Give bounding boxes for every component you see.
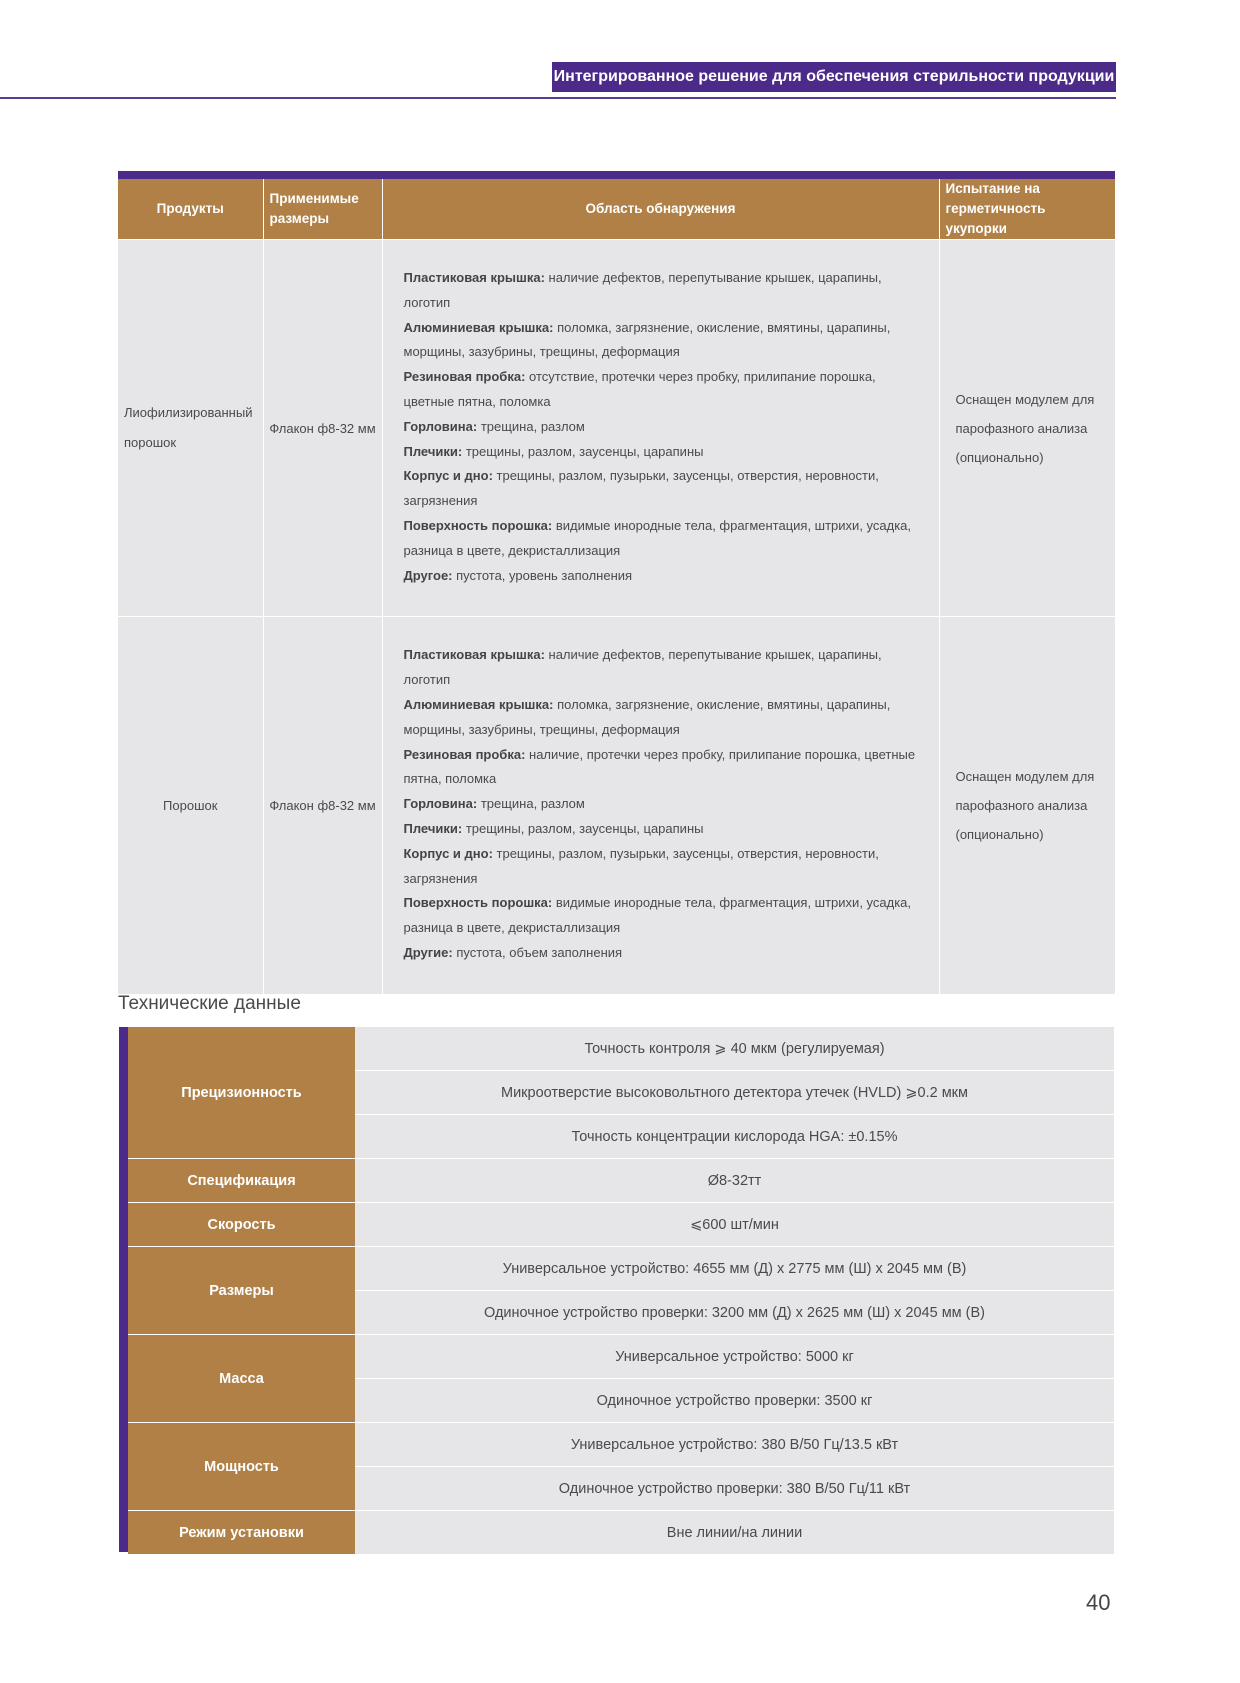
page-number: 40 bbox=[1086, 1590, 1111, 1615]
detection-item bbox=[404, 464, 921, 514]
tech-row bbox=[128, 1027, 1114, 1071]
detection-item-text: поломка, загрязнение, окисление, вмятины, царапины, морщины, зазубрины, трещины, деформация bbox=[403, 696, 891, 737]
detection-item bbox=[404, 743, 921, 793]
detection-item-label: Плечики: bbox=[403, 820, 463, 836]
tech-value: Точность контроля ⩾ 40 мкм (регулируемая) bbox=[355, 1027, 1114, 1071]
tech-row bbox=[128, 1203, 1114, 1247]
tech-label: Масса bbox=[128, 1335, 355, 1423]
tech-label: Режим установки bbox=[128, 1511, 355, 1555]
detection-item-label: Резиновая пробка: bbox=[403, 369, 526, 385]
detection-item-label: Корпус и дно: bbox=[403, 468, 493, 484]
detection-item-label: Другие: bbox=[403, 944, 453, 960]
seal-test-cell: Оснащен модулем для парофазного анализа (опционально) bbox=[939, 240, 1115, 617]
detection-item bbox=[404, 440, 921, 465]
detection-item bbox=[404, 316, 921, 366]
detection-item-text: трещины, разлом, заусенцы, царапины bbox=[462, 820, 704, 836]
tech-row bbox=[128, 1159, 1114, 1203]
tech-value: Одиночное устройство проверки: 380 В/50 Гц/11 кВт bbox=[355, 1467, 1114, 1511]
tech-value: Вне линии/на линии bbox=[355, 1511, 1114, 1555]
tech-label: Спецификация bbox=[128, 1159, 355, 1203]
size-cell: Флакон ф8-32 мм bbox=[263, 240, 382, 617]
detection-item-text: видимые инородные тела, фрагментация, штрихи, усадка, разница в цвете, декристаллизация bbox=[403, 517, 912, 558]
tech-row bbox=[128, 1423, 1114, 1467]
tech-value: Одиночное устройство проверки: 3200 мм (Д) x 2625 мм (Ш) x 2045 мм (В) bbox=[355, 1291, 1114, 1335]
detection-item bbox=[404, 891, 921, 941]
header-detection-area: Область обнаружения bbox=[382, 179, 939, 240]
detection-item-label: Резиновая пробка: bbox=[403, 746, 526, 762]
tech-value: Точность концентрации кислорода HGA: ±0.15% bbox=[355, 1115, 1114, 1159]
seal-test-cell: Оснащен модулем для парофазного анализа (опционально) bbox=[939, 617, 1115, 994]
detection-item-text: видимые инородные тела, фрагментация, штрихи, усадка, разница в цвете, декристаллизация bbox=[403, 895, 912, 936]
product-cell: Лиофилизированный порошок bbox=[118, 240, 263, 617]
detection-item bbox=[404, 693, 921, 743]
header-sizes: Применимые размеры bbox=[263, 179, 382, 240]
tech-label: Мощность bbox=[128, 1423, 355, 1511]
detection-item-text: трещины, разлом, заусенцы, царапины bbox=[462, 443, 704, 459]
detection-item-text: наличие, протечки через пробку, прилипание порошка, цветные пятна, поломка bbox=[403, 746, 916, 787]
detection-item-label: Алюминиевая крышка: bbox=[403, 319, 554, 335]
detection-item-label: Пластиковая крышка: bbox=[403, 270, 545, 285]
tech-value: Универсальное устройство: 4655 мм (Д) x 2775 мм (Ш) x 2045 мм (В) bbox=[355, 1247, 1114, 1291]
detection-item-label: Плечики: bbox=[403, 443, 463, 459]
tech-row bbox=[128, 1247, 1114, 1291]
detection-item bbox=[404, 817, 921, 842]
tech-value: Ø8-32тт bbox=[355, 1159, 1114, 1203]
detection-item bbox=[404, 514, 921, 564]
header-divider bbox=[0, 97, 1116, 99]
tech-value: Универсальное устройство: 5000 кг bbox=[355, 1335, 1114, 1379]
detection-item-text: трещины, разлом, пузырьки, заусенцы, отверстия, неровности, загрязнения bbox=[403, 845, 879, 886]
tech-label: Прецизионность bbox=[128, 1027, 355, 1159]
inspection-table bbox=[118, 179, 1115, 994]
detection-item-label: Другое: bbox=[403, 567, 453, 583]
detection-item-label: Поверхность порошка: bbox=[403, 517, 553, 533]
detection-area-cell bbox=[382, 240, 939, 617]
tech-row bbox=[128, 1511, 1114, 1555]
detection-item-text: наличие дефектов, перепутывание крышек, царапины, логотип bbox=[403, 647, 882, 688]
header-products: Продукты bbox=[118, 179, 263, 240]
inspection-table-header-row bbox=[118, 179, 1115, 240]
inspection-row bbox=[118, 617, 1115, 994]
detection-item-text: пустота, уровень заполнения bbox=[452, 567, 633, 583]
detection-item-text: трещина, разлом bbox=[477, 418, 585, 434]
tech-section-title: Технические данные bbox=[118, 993, 301, 1014]
detection-item-label: Корпус и дно: bbox=[403, 845, 493, 861]
tech-value: Универсальное устройство: 380 В/50 Гц/13.5 кВт bbox=[355, 1423, 1114, 1467]
detection-item-text: трещина, разлом bbox=[477, 796, 585, 812]
detection-item bbox=[404, 365, 921, 415]
detection-item-label: Горловина: bbox=[403, 418, 478, 434]
detection-item bbox=[404, 415, 921, 440]
detection-item bbox=[404, 643, 921, 693]
detection-item bbox=[404, 941, 921, 966]
tech-table-side-bar bbox=[119, 1027, 128, 1552]
detection-item bbox=[404, 842, 921, 892]
tech-value: ⩽600 шт/мин bbox=[355, 1203, 1114, 1247]
header-title: Интегрированное решение для обеспечения стерильности продукции bbox=[552, 62, 1116, 92]
detection-item-label: Алюминиевая крышка: bbox=[403, 696, 554, 712]
detection-item-text: трещины, разлом, пузырьки, заусенцы, отверстия, неровности, загрязнения bbox=[403, 468, 879, 509]
tech-table bbox=[128, 1027, 1114, 1555]
product-cell: Порошок bbox=[118, 617, 263, 994]
detection-item-label: Поверхность порошка: bbox=[403, 895, 553, 911]
detection-item-text: поломка, загрязнение, окисление, вмятины, царапины, морщины, зазубрины, трещины, деформация bbox=[403, 319, 891, 360]
detection-item-label: Пластиковая крышка: bbox=[403, 647, 545, 663]
tech-value: Одиночное устройство проверки: 3500 кг bbox=[355, 1379, 1114, 1423]
detection-item-text: наличие дефектов, перепутывание крышек, царапины, логотип bbox=[403, 270, 882, 310]
detection-item-text: пустота, объем заполнения bbox=[452, 944, 623, 960]
inspection-row bbox=[118, 240, 1115, 617]
detection-area-cell bbox=[382, 617, 939, 994]
detection-item bbox=[404, 792, 921, 817]
size-cell: Флакон ф8-32 мм bbox=[263, 617, 382, 994]
tech-label: Скорость bbox=[128, 1203, 355, 1247]
inspection-table-top-bar bbox=[118, 171, 1115, 179]
tech-label: Размеры bbox=[128, 1247, 355, 1335]
detection-item-text: отсутствие, протечки через пробку, прилипание порошка, цветные пятна, поломка bbox=[403, 369, 876, 409]
detection-item bbox=[404, 564, 921, 589]
header-seal-test: Испытание на герметичность укупорки bbox=[939, 179, 1115, 240]
tech-value: Микроотверстие высоковольтного детектора утечек (HVLD) ⩾0.2 мкм bbox=[355, 1071, 1114, 1115]
detection-item-label: Горловина: bbox=[403, 796, 478, 812]
tech-row bbox=[128, 1335, 1114, 1379]
detection-item bbox=[404, 266, 921, 316]
